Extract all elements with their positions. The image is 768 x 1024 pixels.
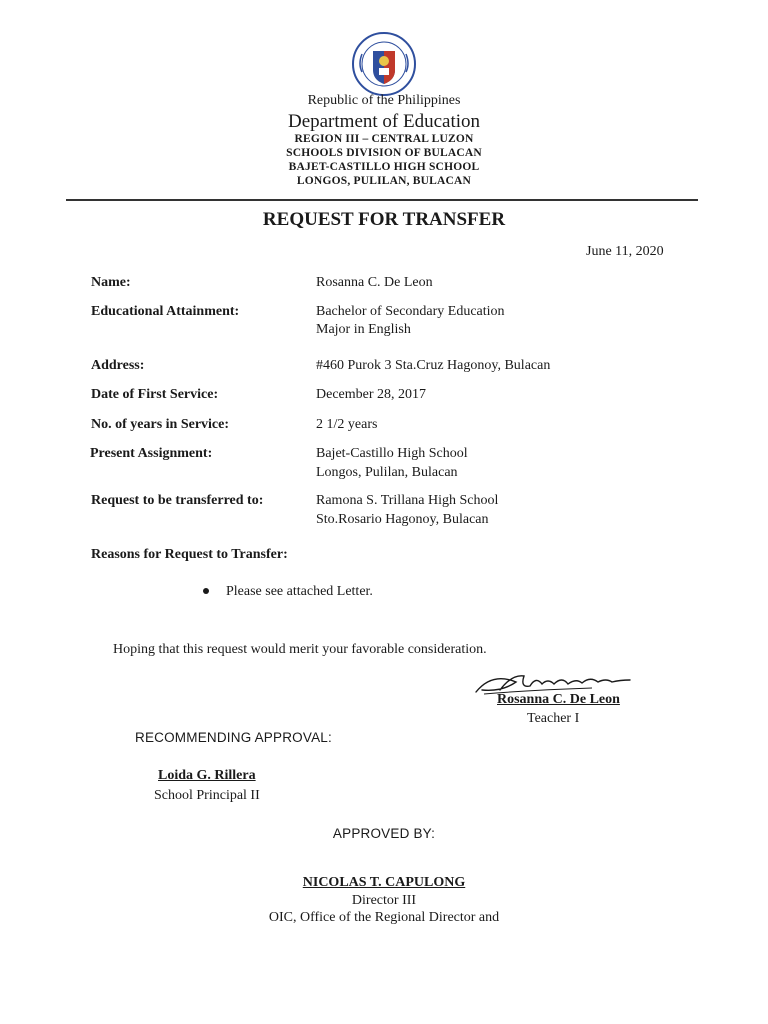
republic-line: Republic of the Philippines	[307, 93, 461, 108]
transfer-value-2: Sto.Rosario Hagonoy, Bulacan	[316, 512, 489, 527]
approver-office: OIC, Office of the Regional Director and	[268, 910, 500, 925]
assignment-value-2: Longos, Pulilan, Bulacan	[316, 465, 458, 480]
reasons-label: Reasons for Request to Transfer:	[91, 547, 288, 562]
document-title: REQUEST FOR TRANSFER	[262, 209, 506, 230]
department-name: Department of Education	[287, 111, 481, 132]
approver-name: NICOLAS T. CAPULONG	[302, 875, 466, 890]
approved-heading: APPROVED BY:	[332, 826, 436, 841]
years-value: 2 1/2 years	[316, 417, 378, 432]
location-line: LONGOS, PULILAN, BULACAN	[296, 175, 472, 187]
deped-seal-logo	[352, 32, 416, 96]
assignment-label: Present Assignment:	[90, 446, 213, 461]
closing-statement: Hoping that this request would merit your favorable consideration.	[113, 642, 487, 657]
education-value-2: Major in English	[316, 322, 411, 337]
header-divider	[66, 199, 698, 201]
region-line: REGION III – CENTRAL LUZON	[294, 133, 474, 145]
bullet-icon	[203, 588, 209, 594]
assignment-value-1: Bajet-Castillo High School	[316, 446, 468, 461]
signatory-position: Teacher I	[527, 711, 580, 726]
name-value: Rosanna C. De Leon	[316, 275, 433, 290]
signatory-name: Rosanna C. De Leon	[497, 692, 620, 707]
transfer-label: Request to be transferred to:	[91, 493, 264, 508]
address-label: Address:	[91, 358, 145, 373]
first-service-label: Date of First Service:	[91, 387, 219, 402]
recommending-heading: RECOMMENDING APPROVAL:	[135, 730, 332, 745]
education-label: Educational Attainment:	[91, 304, 240, 319]
address-value: #460 Purok 3 Sta.Cruz Hagonoy, Bulacan	[316, 358, 551, 373]
document-date: June 11, 2020	[586, 244, 664, 259]
education-value-1: Bachelor of Secondary Education	[316, 304, 505, 319]
reason-item: Please see attached Letter.	[226, 584, 373, 599]
first-service-value: December 28, 2017	[316, 387, 427, 402]
recommending-position: School Principal II	[154, 788, 260, 803]
transfer-value-1: Ramona S. Trillana High School	[316, 493, 499, 508]
years-label: No. of years in Service:	[91, 417, 230, 432]
approver-position: Director III	[351, 893, 417, 908]
name-label: Name:	[91, 275, 131, 290]
recommending-name: Loida G. Rillera	[158, 768, 256, 783]
school-line: BAJET-CASTILLO HIGH SCHOOL	[288, 161, 480, 173]
division-line: SCHOOLS DIVISION OF BULACAN	[286, 147, 482, 159]
